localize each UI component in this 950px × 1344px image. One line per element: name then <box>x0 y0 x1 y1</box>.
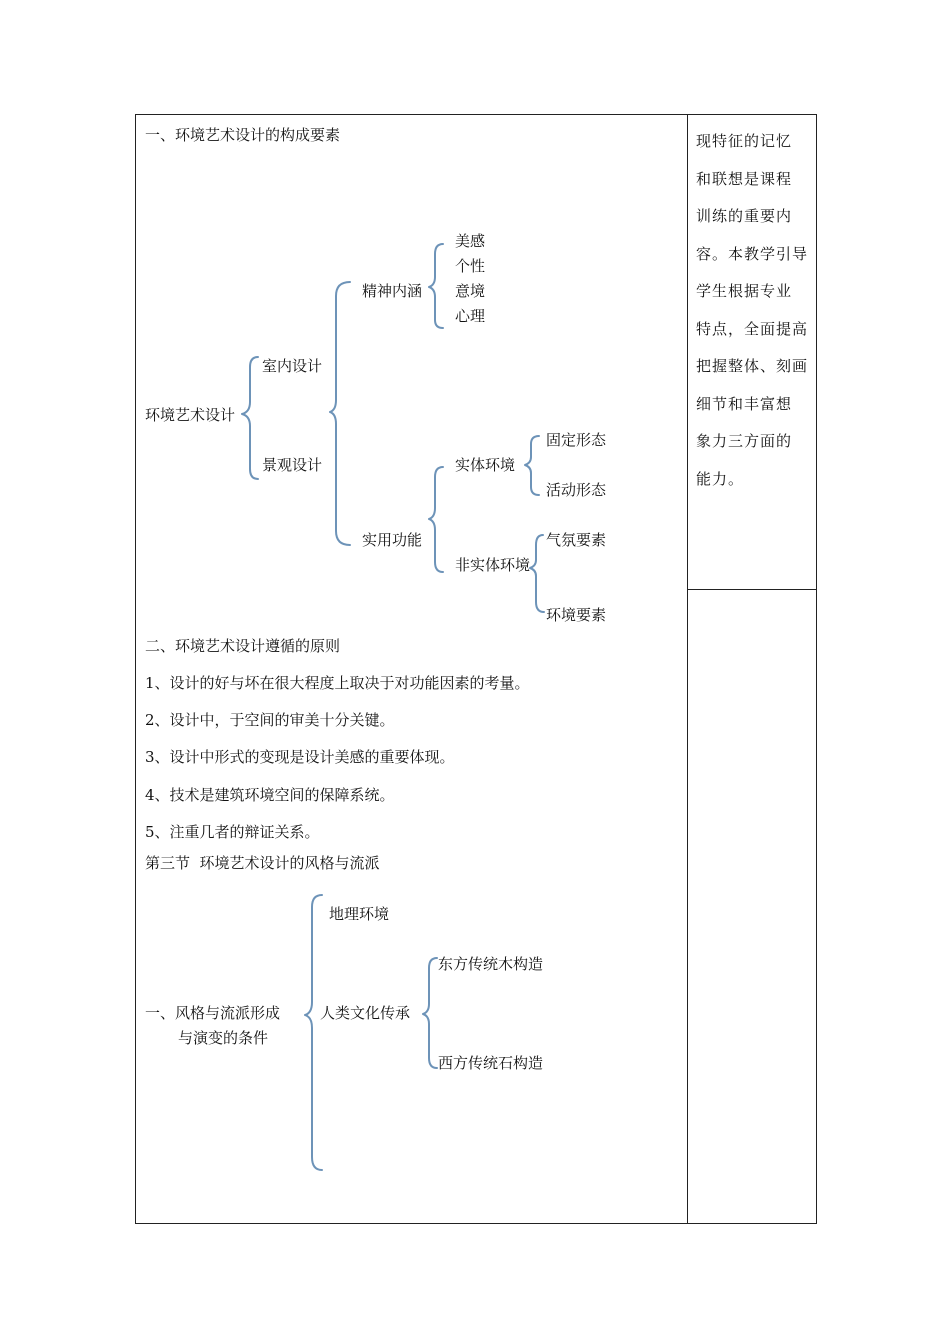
note-line: 现特征的记忆 <box>696 132 793 150</box>
section1-heading: 一、环境艺术设计的构成要素 <box>145 126 341 144</box>
style-root-line2: 与演变的条件 <box>178 1029 269 1047</box>
brace-function <box>429 467 443 572</box>
brace-nonphysical <box>530 535 544 612</box>
note-line: 能力。 <box>696 469 745 488</box>
node-mood: 意境 <box>455 282 486 300</box>
note-line: 和联想是课程 <box>696 169 793 188</box>
node-culture: 人类文化传承 <box>320 1004 411 1022</box>
brace-level2 <box>330 282 350 545</box>
principle-item: 5、注重几者的辩证关系。 <box>145 823 320 841</box>
principle-item: 3、设计中形式的变现是设计美感的重要体现。 <box>145 748 455 766</box>
node-beauty: 美感 <box>455 232 486 250</box>
node-geography: 地理环境 <box>329 905 390 923</box>
principle-item: 4、技术是建筑环境空间的保障系统。 <box>145 786 395 804</box>
principle-item: 1、设计的好与坏在很大程度上取决于对功能因素的考量。 <box>145 674 530 692</box>
node-physical-env: 实体环境 <box>455 456 516 474</box>
note-line: 学生根据专业 <box>696 282 793 300</box>
note-line: 容。本教学引导 <box>696 244 809 263</box>
mindmap-root: 环境艺术设计 <box>145 406 236 424</box>
brace-physical <box>525 436 539 495</box>
brace-culture <box>423 958 437 1068</box>
node-env-elements: 环境要素 <box>546 606 607 624</box>
brace-root <box>242 357 258 479</box>
node-interior: 室内设计 <box>262 357 323 375</box>
node-fixed-form: 固定形态 <box>546 431 607 449</box>
note-line: 细节和丰富想 <box>696 394 793 413</box>
node-landscape: 景观设计 <box>262 456 323 474</box>
node-nonphysical-env: 非实体环境 <box>455 556 531 574</box>
node-eastern-wood: 东方传统木构造 <box>438 955 544 973</box>
node-spirit: 精神内涵 <box>362 282 423 300</box>
brace-style-root <box>305 895 322 1170</box>
node-active-form: 活动形态 <box>546 481 607 499</box>
style-root-line1: 一、风格与流派形成 <box>145 1004 281 1022</box>
note-line: 象力三方面的 <box>696 432 793 450</box>
note-line: 把握整体、刻画 <box>696 357 809 375</box>
brace-spirit <box>429 244 443 328</box>
note-line: 特点，全面提高 <box>696 319 809 338</box>
node-function: 实用功能 <box>362 531 423 549</box>
section2-heading: 二、环境艺术设计遵循的原则 <box>145 637 341 655</box>
node-atmosphere: 气氛要素 <box>546 531 607 549</box>
node-western-stone: 西方传统石构造 <box>438 1054 544 1072</box>
note-line: 训练的重要内 <box>696 207 793 225</box>
principle-item: 2、设计中，于空间的审美十分关键。 <box>145 711 395 729</box>
node-personality: 个性 <box>455 257 486 275</box>
node-psychology: 心理 <box>455 307 486 325</box>
section3-heading: 第三节 环境艺术设计的风格与流派 <box>145 854 380 872</box>
